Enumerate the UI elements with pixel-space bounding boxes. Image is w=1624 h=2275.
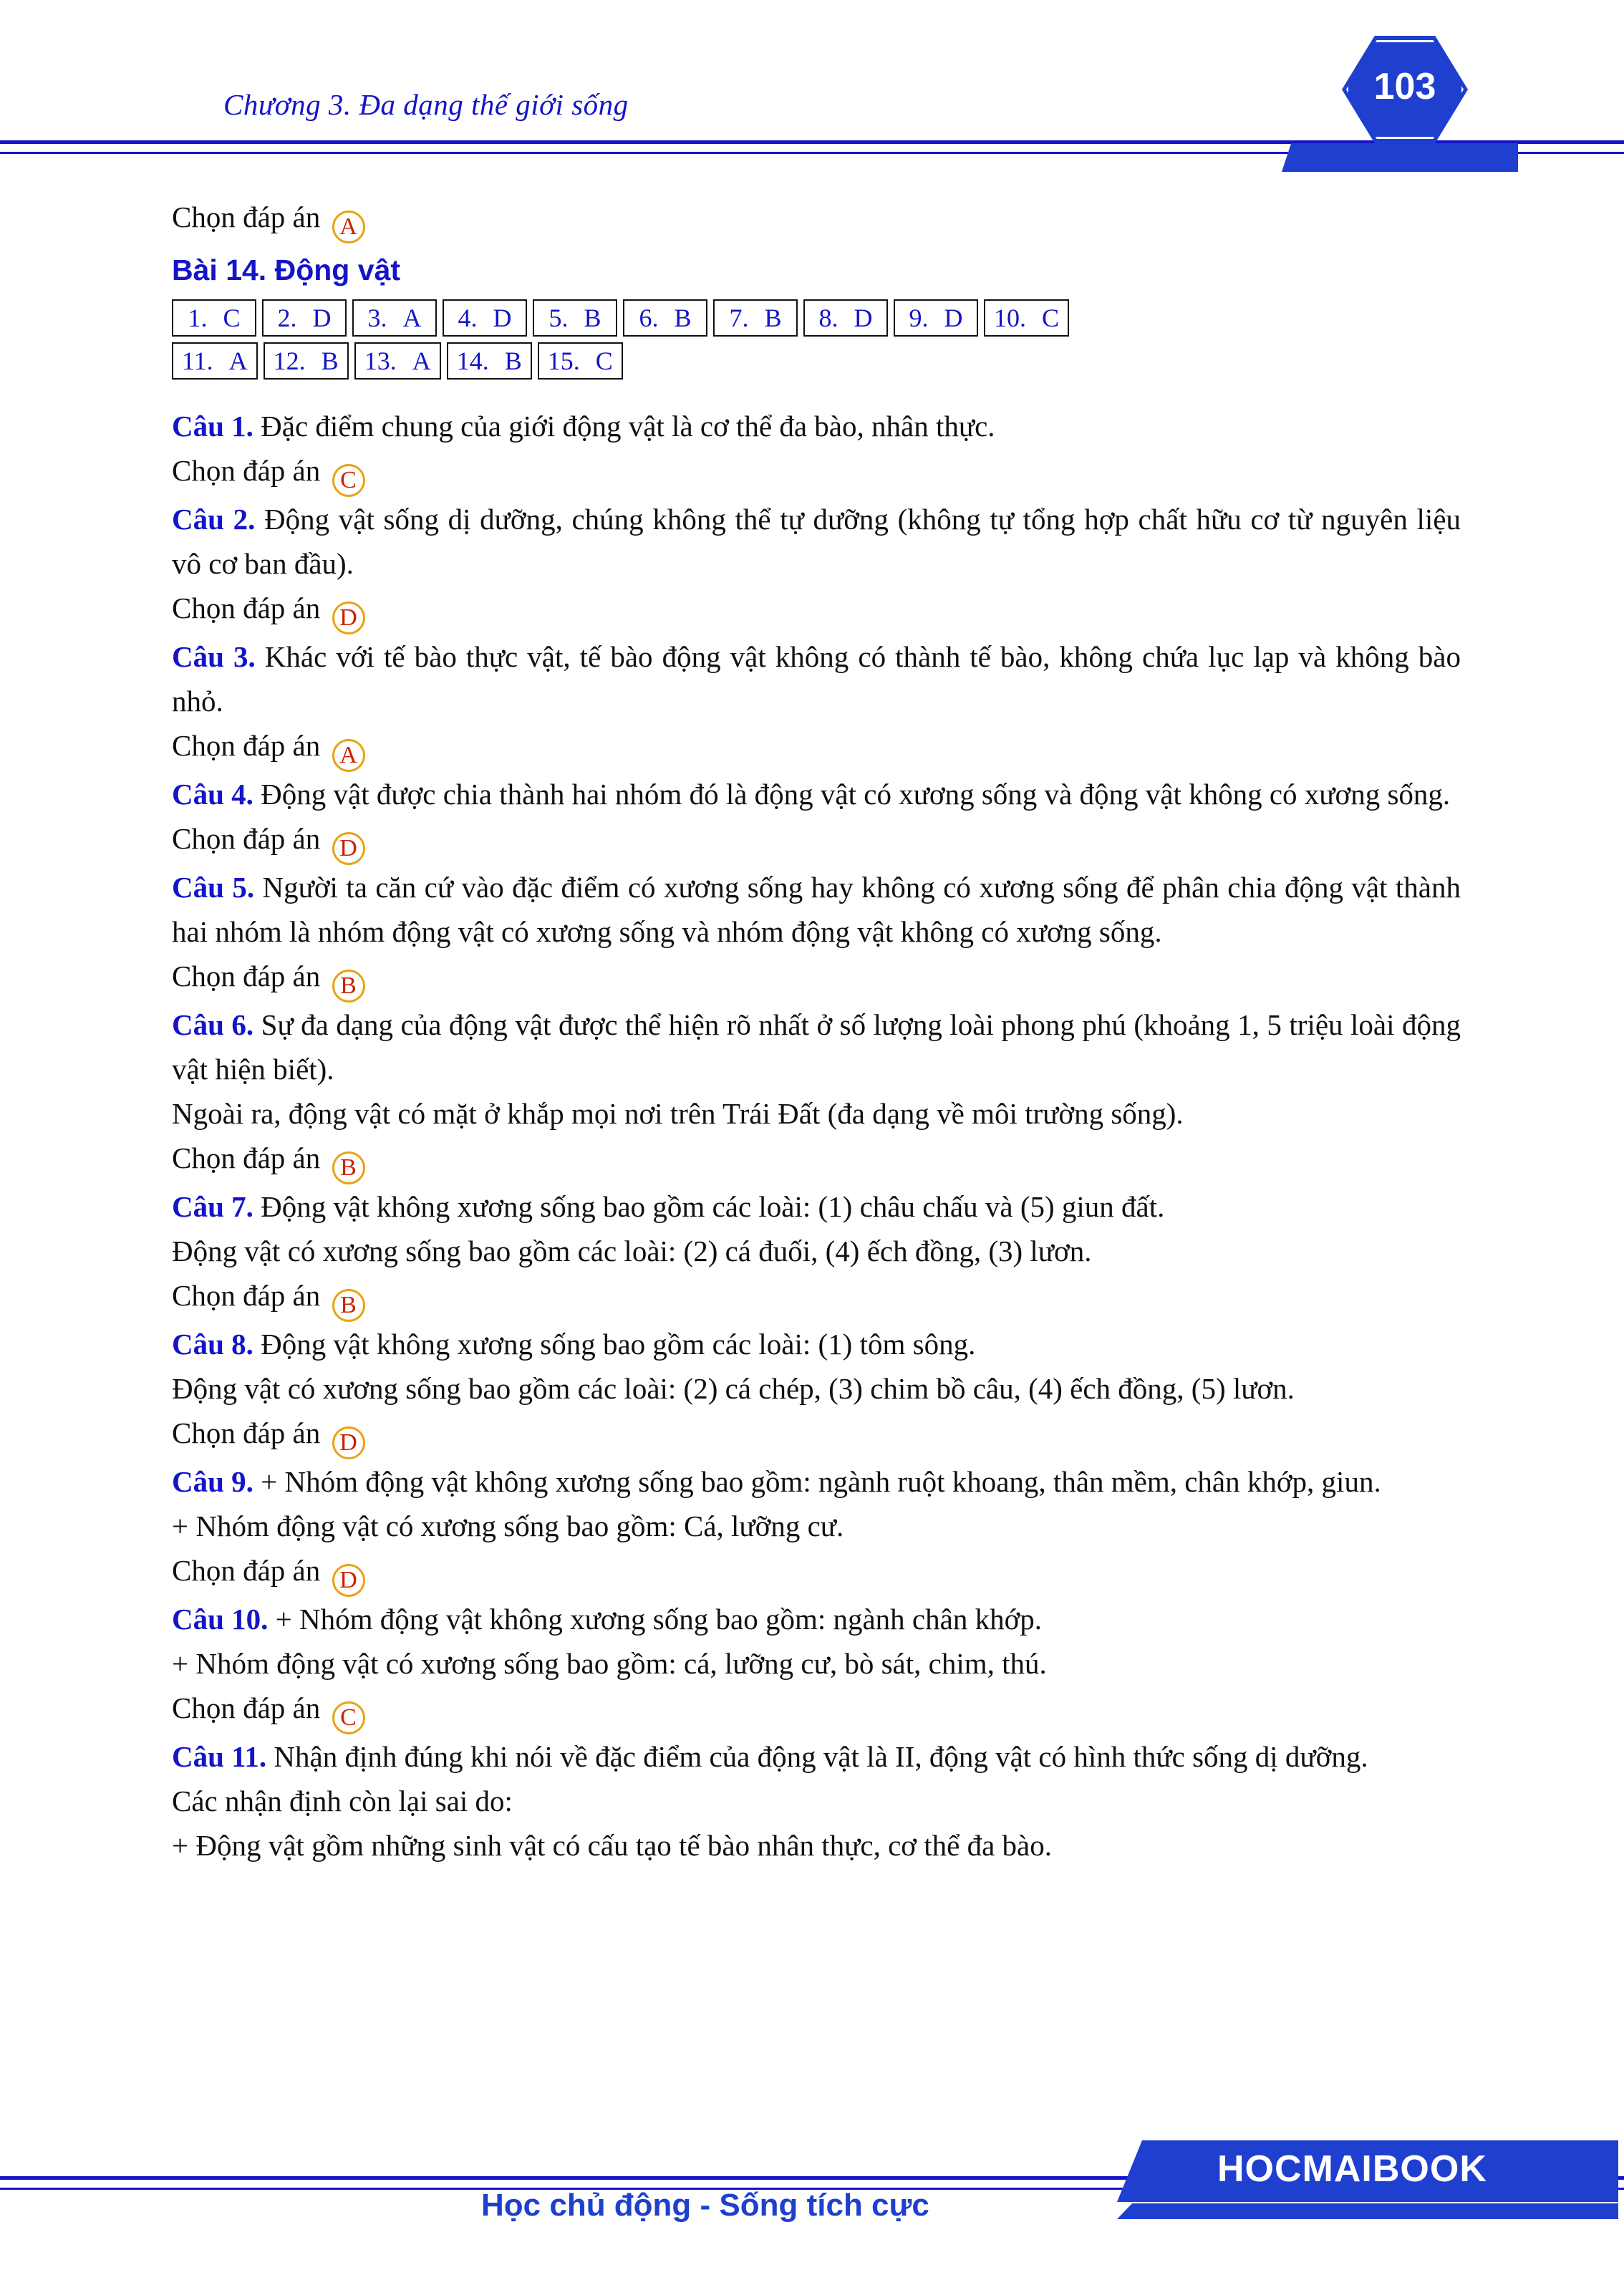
choose-answer-label: Chọn đáp án: [172, 1691, 321, 1724]
answer-key-value: B: [764, 304, 782, 332]
answer-circle: C: [332, 1701, 365, 1734]
answer-circle: B: [332, 1289, 365, 1322]
question-body: + Nhóm động vật không xương sống bao gồm: ngành chân khớp.: [275, 1603, 1042, 1636]
question-block: [172, 1597, 1461, 1641]
answer-key-value: B: [584, 304, 601, 332]
chapter-title: Chương 3. Đa dạng thế giới sống: [223, 88, 629, 121]
answer-key-value: A: [228, 347, 248, 375]
answer-key-value: C: [595, 347, 613, 375]
answer-line: [172, 586, 1461, 634]
question-block: [172, 1322, 1461, 1366]
answer-line: [172, 723, 1461, 772]
answer-key-row: [172, 342, 1461, 380]
question-label: Câu 8.: [172, 1328, 253, 1361]
page-header: [0, 0, 1624, 179]
question-label: Câu 6.: [172, 1008, 254, 1041]
answer-key-cell: [172, 342, 258, 380]
section-title: Bài 14. Động vật: [172, 253, 400, 286]
answer-key-cell: [533, 299, 617, 337]
question-extra-line: + Động vật gồm những sinh vật có cấu tạo tế bào nhân thực, cơ thể đa bào.: [172, 1829, 1052, 1862]
answer-key-cell: [713, 299, 798, 337]
answer-circle: D: [332, 1426, 365, 1459]
answer-key-number: 9.: [909, 304, 929, 332]
choose-answer-label: Chọn đáp án: [172, 591, 321, 624]
answer-key-number: 6.: [639, 304, 659, 332]
answer-circle: B: [332, 1151, 365, 1184]
answer-key-value: B: [504, 347, 522, 375]
question-extra-line: Động vật có xương sống bao gồm các loài: (2) cá đuối, (4) ếch đồng, (3) lươn.: [172, 1235, 1092, 1267]
answer-line: [172, 954, 1461, 1003]
choose-answer-label: Chọn đáp án: [172, 454, 321, 487]
answer-key-number: 1.: [188, 304, 208, 332]
question-body: Đặc điểm chung của giới động vật là cơ thể đa bào, nhân thực.: [261, 410, 995, 443]
question-body: Sự đa dạng của động vật được thể hiện rõ nhất ở số lượng loài phong phú (khoảng 1, 5 triệu loài động vật hiện biết).: [172, 1008, 1461, 1086]
question-block: [172, 404, 1461, 448]
question-label: Câu 4.: [172, 778, 253, 811]
question-block: [172, 1734, 1461, 1779]
footer-brand-tail: [1117, 2203, 1618, 2219]
answer-key-number: 12.: [273, 347, 306, 375]
choose-answer-label: Chọn đáp án: [172, 729, 321, 762]
answer-key-number: 3.: [367, 304, 387, 332]
answer-key-number: 13.: [364, 347, 397, 375]
answer-key-value: B: [321, 347, 339, 375]
answer-key-cell: [443, 299, 527, 337]
question-extra-line: Ngoài ra, động vật có mặt ở khắp mọi nơi trên Trái Đất (đa dạng về môi trường sống).: [172, 1097, 1184, 1130]
top-answer-line: [172, 195, 1461, 243]
answer-circle: D: [332, 1564, 365, 1597]
question-extra-line: Động vật có xương sống bao gồm các loài: (2) cá chép, (3) chim bồ câu, (4) ếch đồng, (5) lươn.: [172, 1372, 1295, 1405]
answer-line: [172, 1136, 1461, 1184]
question-block: [172, 1459, 1461, 1504]
choose-answer-label: Chọn đáp án: [172, 1141, 321, 1174]
answer-key-cell: [894, 299, 978, 337]
choose-answer-label: Chọn đáp án: [172, 201, 321, 233]
answer-key-cell: [172, 299, 256, 337]
question-body: + Nhóm động vật không xương sống bao gồm: ngành ruột khoang, thân mềm, chân khớp, giun.: [261, 1465, 1381, 1498]
answer-line: [172, 1411, 1461, 1459]
answer-key-value: D: [944, 304, 963, 332]
answer-key-cell: [262, 299, 347, 337]
answer-key-cell: [352, 299, 437, 337]
question-block: [172, 1003, 1461, 1091]
answer-key-cell: [623, 299, 707, 337]
header-accent-tab: [1282, 143, 1518, 172]
answer-key-cell: [803, 299, 888, 337]
answer-key-value: C: [223, 304, 241, 332]
question-body: Khác với tế bào thực vật, tế bào động vật không có thành tế bào, không chứa lục lạp và không bào nhỏ.: [172, 640, 1461, 718]
answer-key-grid: [172, 299, 1461, 380]
question-block: [172, 772, 1461, 816]
answer-key-value: B: [674, 304, 692, 332]
choose-answer-label: Chọn đáp án: [172, 1554, 321, 1587]
answer-key-cell: [264, 342, 349, 380]
page-footer: [0, 2132, 1624, 2275]
footer-tagline: Học chủ động - Sống tích cực: [481, 2188, 929, 2223]
question-extra-line: + Nhóm động vật có xương sống bao gồm: Cá, lưỡng cư.: [172, 1510, 844, 1542]
answer-key-number: 4.: [458, 304, 478, 332]
page-number: 103: [1373, 66, 1436, 107]
question-body: Động vật được chia thành hai nhóm đó là động vật có xương sống và động vật không có xương sống.: [261, 778, 1451, 811]
answer-key-number: 11.: [182, 347, 213, 375]
answer-circle: A: [332, 739, 365, 772]
answer-circle: C: [332, 464, 365, 497]
answer-key-number: 15.: [547, 347, 580, 375]
question-block: [172, 634, 1461, 723]
answer-key-cell: [538, 342, 623, 380]
question-block: [172, 865, 1461, 954]
choose-answer-label: Chọn đáp án: [172, 960, 321, 992]
question-body: Nhận định đúng khi nói về đặc điểm của động vật là II, động vật có hình thức sống dị dưỡng.: [274, 1740, 1368, 1773]
answer-key-number: 5.: [548, 304, 569, 332]
question-extra-line: + Nhóm động vật có xương sống bao gồm: cá, lưỡng cư, bò sát, chim, thú.: [172, 1647, 1047, 1680]
answer-line: [172, 448, 1461, 497]
choose-answer-label: Chọn đáp án: [172, 1279, 321, 1312]
answer-key-number: 8.: [818, 304, 838, 332]
answer-key-value: A: [412, 347, 431, 375]
answer-circle: B: [332, 970, 365, 1003]
question-block: [172, 1184, 1461, 1229]
answer-key-cell: [447, 342, 532, 380]
question-body: Người ta căn cứ vào đặc điểm có xương sống hay không có xương sống để phân chia động vật thành hai nhóm là nhóm động vật có xương sống và nhóm động vật không có xương sống.: [172, 871, 1461, 948]
question-extra-line: Các nhận định còn lại sai do:: [172, 1784, 513, 1817]
question-label: Câu 5.: [172, 871, 255, 904]
answer-circle: D: [332, 602, 365, 634]
answer-circle: A: [332, 211, 365, 243]
question-label: Câu 7.: [172, 1190, 253, 1223]
answer-key-value: D: [854, 304, 873, 332]
answer-line: [172, 1273, 1461, 1322]
question-body: Động vật sống dị dưỡng, chúng không thể tự dưỡng (không tự tổng hợp chất hữu cơ từ nguyên liệu vô cơ ban đầu).: [172, 503, 1461, 580]
answer-key-value: A: [402, 304, 422, 332]
answer-key-number: 2.: [277, 304, 297, 332]
answer-line: [172, 1686, 1461, 1734]
choose-answer-label: Chọn đáp án: [172, 1416, 321, 1449]
question-label: Câu 9.: [172, 1465, 253, 1498]
question-block: [172, 497, 1461, 586]
question-body: Động vật không xương sống bao gồm các loài: (1) châu chấu và (5) giun đất.: [261, 1190, 1165, 1223]
answer-key-number: 7.: [729, 304, 749, 332]
brand-logo: HOCMAIBOOK: [1217, 2148, 1487, 2190]
page-content: [172, 195, 1461, 1868]
answer-line: [172, 816, 1461, 865]
answer-key-cell: [354, 342, 441, 380]
answer-key-cell: [984, 299, 1069, 337]
answer-key-number: 10.: [994, 304, 1026, 332]
answer-key-value: D: [312, 304, 332, 332]
answer-circle: D: [332, 832, 365, 865]
answer-key-value: D: [493, 304, 512, 332]
question-body: Động vật không xương sống bao gồm các loài: (1) tôm sông.: [261, 1328, 976, 1361]
answer-line: [172, 1548, 1461, 1597]
choose-answer-label: Chọn đáp án: [172, 822, 321, 855]
question-label: Câu 1.: [172, 410, 253, 443]
answer-key-number: 14.: [456, 347, 489, 375]
page-number-badge: [1342, 36, 1468, 143]
answer-key-value: C: [1042, 304, 1060, 332]
question-label: Câu 11.: [172, 1740, 267, 1773]
question-label: Câu 3.: [172, 640, 256, 673]
answer-key-row: [172, 299, 1461, 337]
question-label: Câu 2.: [172, 503, 256, 536]
question-label: Câu 10.: [172, 1603, 269, 1636]
